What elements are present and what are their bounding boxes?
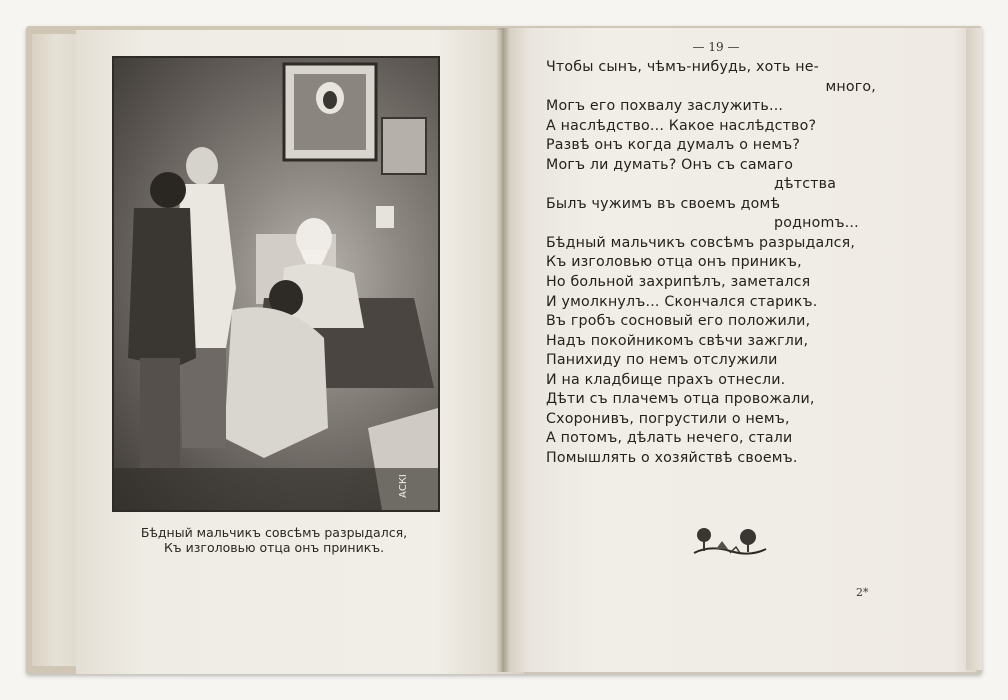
poem-line: Панихиду по немъ отслужили [546, 352, 778, 369]
illustration-signature: АСКІ [398, 474, 409, 498]
caption-line: Къ изголовью отца онъ приникъ. [163, 540, 385, 555]
poem-text [546, 58, 876, 468]
decorative-vignette [690, 523, 770, 563]
page-edges-right [966, 28, 982, 670]
vignette-trunk-right [747, 542, 749, 552]
book-gutter [496, 28, 510, 672]
bowing-man-coat [128, 208, 196, 368]
page-number: — 19 — [692, 40, 740, 54]
poem-line: роднomъ... [774, 215, 859, 232]
deathbed-scene-drawing [114, 58, 438, 510]
poem-line: Могъ его похвалу заслужить... [546, 98, 784, 115]
poem-line: много, [825, 78, 876, 95]
poem-line: А потомъ, дѣлать нечего, стали [546, 430, 793, 447]
poem-line: Бѣдный мальчикъ совсѣмъ разрыдался, [546, 234, 856, 251]
bowing-man-head [150, 172, 186, 208]
young-man-legs [182, 348, 226, 448]
illustration-caption [104, 525, 444, 555]
poem-line: Могъ ли думать? Онъ съ самаго [546, 156, 794, 173]
wall-picture [382, 118, 426, 174]
engraving-illustration [112, 56, 440, 512]
poem-line: А наслѣдство... Какое наслѣдство? [546, 117, 817, 134]
bowing-man-legs [140, 358, 180, 468]
vignette-trunk-left [703, 539, 705, 551]
young-man-head [186, 147, 218, 185]
boy-body [224, 307, 328, 458]
poem-line: Помышлять о хозяйствѣ своемъ. [546, 449, 798, 466]
vignette-hut [716, 541, 728, 549]
icon-face [323, 91, 337, 109]
candle [376, 206, 394, 228]
poem-line: Развѣ онъ когда думалъ о немъ? [546, 137, 801, 154]
caption-line: Бѣдный мальчикъ совсѣмъ разрыдался, [140, 525, 408, 540]
poem-line: Схоронивъ, погрустили о немъ, [546, 410, 790, 427]
poem-line: И на кладбище прахъ отнесли. [546, 371, 786, 388]
poem-line: Былъ чужимъ въ своемъ домѣ [546, 195, 781, 212]
poem-line: Въ гробъ сосновый его положили, [546, 313, 811, 330]
poem-line: Чтобы сынъ, чѣмъ-нибудь, хоть не- [546, 59, 819, 75]
poem-line: Но больной захрипѣлъ, заметался [546, 274, 811, 291]
poem-line: дѣтства [774, 176, 837, 193]
signature-mark: 2* [856, 586, 869, 599]
poem-line: Надъ покойникомъ свѣчи зажгли, [546, 332, 809, 349]
floor [114, 468, 438, 510]
poem-line: И умолкнулъ... Скончался старикъ. [546, 293, 818, 310]
poem-line: Дѣти съ плачемъ отца провожали, [546, 391, 815, 408]
poem-line: Къ изголовью отца онъ приникъ, [546, 254, 802, 271]
